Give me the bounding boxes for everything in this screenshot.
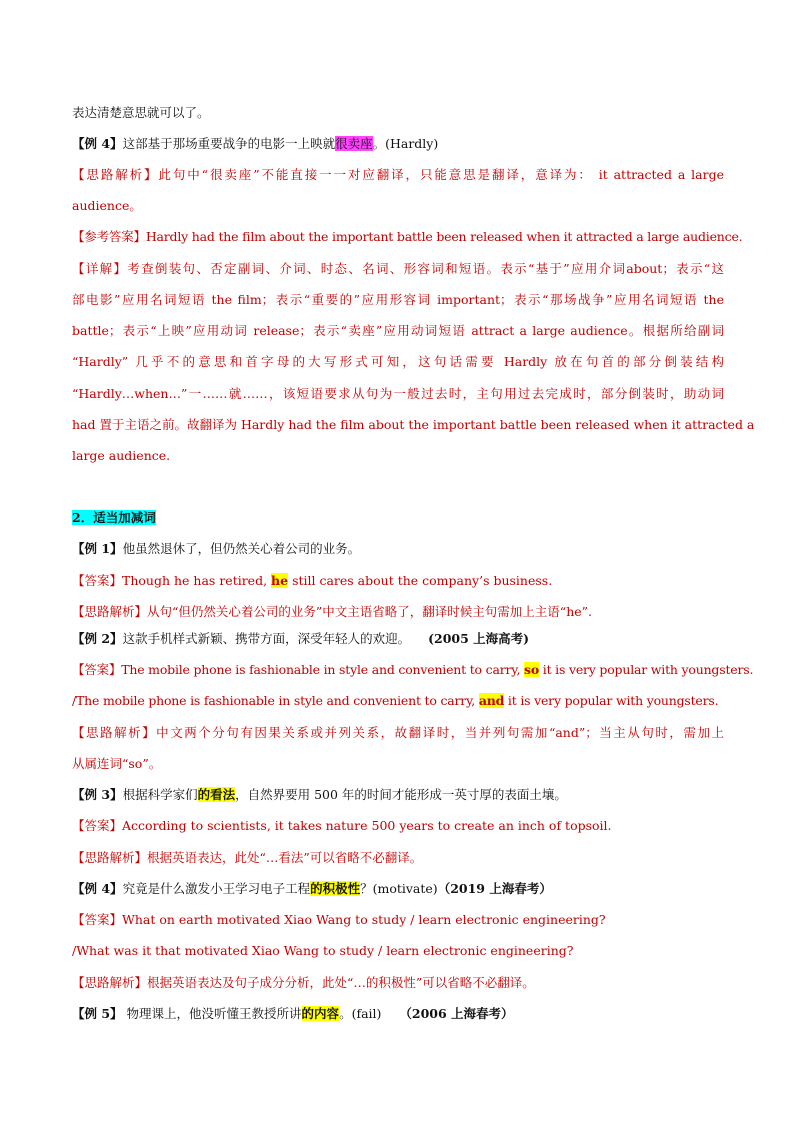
answer-3: 【答案】According to scientists, it takes nature 500 years to create an inch of topsoil.: [72, 818, 612, 833]
section-heading: 2．适当加减词: [72, 510, 156, 525]
detail-line: had 置于主语之前。故翻译为 Hardly had the film about the important battle been released when it attracted a: [72, 417, 755, 432]
detail-line: 部电影”应用名词短语 the film；表示“重要的”应用形容词 important；表示“那场战争”应用名词短语 the: [72, 292, 724, 307]
detail-line: “Hardly…when…”一……就……，该短语要求从句为一般过去时，主句用过去完成时，部分倒装时，助动词: [72, 386, 724, 401]
detail-line: large audience.: [72, 448, 171, 463]
example-4b: 【例 4】究竟是什么激发小王学习电子工程的积极性？(motivate)（2019 上海春考）: [72, 881, 552, 896]
analysis-1: 【思路解析】从句“但仍然关心着公司的业务”中文主语省略了，翻译时候主句需加上主语“he”.: [72, 604, 592, 619]
analysis-2: 【思路解析】中文两个分句有因果关系或并列关系，故翻译时，当并列句需加“and”；当主从句时，需加上: [72, 725, 724, 740]
highlight-word: he: [271, 573, 289, 588]
example-1: 【例 1】他虽然退休了，但仍然关心着公司的业务。: [72, 541, 361, 556]
detail-line: “Hardly” 几乎不的意思和首字母的大写形式可知，这句话需要 Hardly 放在句首的部分倒装结构: [72, 354, 724, 369]
example-2: 【例 2】这款手机样式新颖、携带方面，深受年轻人的欢迎。 (2005 上海高考): [72, 631, 530, 646]
analysis-3: 【思路解析】根据英语表达，此处“…看法”可以省略不必翻译。: [72, 850, 423, 865]
reference-answer: 【参考答案】Hardly had the film about the important battle been released when it attracted a large audience.: [72, 229, 743, 244]
paragraph-continuation: 表达清楚意思就可以了。: [72, 105, 210, 120]
example-5: 【例 5】 物理课上，他没听懂王教授所讲的内容。(fail) （2006 上海春考）: [72, 1006, 514, 1021]
example-4-hardly: 【例 4】这部基于那场重要战争的电影一上映就很卖座。(Hardly): [72, 136, 439, 151]
highlight-word: so: [524, 662, 539, 677]
highlight-phrase: 的看法: [197, 787, 236, 802]
highlight-phrase: 很卖座: [335, 136, 373, 151]
answer-2-alt: /The mobile phone is fashionable in style and convenient to carry, and it is very popular with youngsters.: [72, 693, 719, 708]
answer-1: 【答案】Though he has retired, he still cares about the company’s business.: [72, 573, 553, 588]
analysis-4: 【思路解析】根据英语表达及句子成分分析，此处“…的积极性”可以省略不必翻译。: [72, 975, 535, 990]
highlight-phrase: 的内容: [301, 1006, 340, 1021]
detail-line: 【详解】考查倒装句、否定副词、介词、时态、名词、形容词和短语。表示“基于”应用介词about；表示“这: [72, 261, 724, 276]
analysis-2: 从属连词“so”。: [72, 756, 162, 771]
highlight-phrase: 的积极性: [310, 881, 361, 896]
answer-4: 【答案】What on earth motivated Xiao Wang to study / learn electronic engineering?: [72, 912, 606, 927]
detail-line: battle；表示“上映”应用动词 release；表示“卖座”应用动词短语 attract a large audience。根据所给副词: [72, 323, 724, 338]
answer-4-alt: /What was it that motivated Xiao Wang to study / learn electronic engineering?: [72, 943, 574, 958]
highlight-word: and: [478, 693, 505, 708]
analysis-line: 【思路解析】此句中“很卖座”不能直接一一对应翻译，只能意思是翻译，意译为： it attracted a large: [72, 167, 724, 182]
example-3: 【例 3】根据科学家们的看法，自然界要用 500 年的时间才能形成一英寸厚的表面土壤。: [72, 787, 567, 802]
analysis-line: audience。: [72, 198, 142, 213]
answer-2: 【答案】The mobile phone is fashionable in style and convenient to carry, so it is very popular with youngsters.: [72, 662, 754, 677]
